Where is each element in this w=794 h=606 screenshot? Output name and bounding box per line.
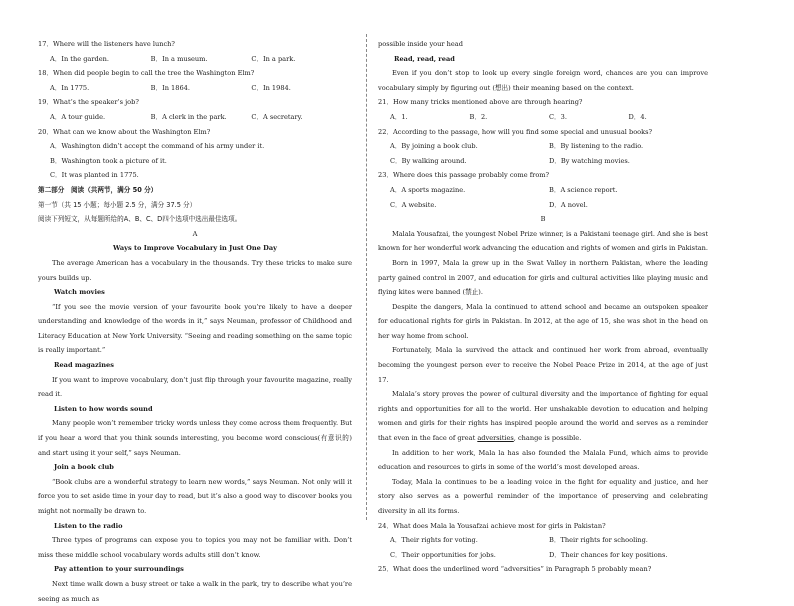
question-18: 18．When did people begin to call the tree the Washington Elm?	[38, 69, 255, 78]
option[interactable]: A．Washington didn’t accept the command of his army under it.	[50, 142, 265, 151]
subheading: Pay attention to your surroundings	[54, 565, 184, 574]
question-19: 19．What’s the speaker’s job?	[38, 98, 139, 107]
option[interactable]: B．By listening to the radio.	[549, 142, 644, 151]
subheading: Listen to how words sound	[54, 404, 153, 413]
paragraph: Fortunately, Mala la survived the attack and continued her work from abroad, eventually becoming the youngest person ever to receive the Nobel Peace Prize in 2014, at the age of just 17.	[378, 346, 708, 384]
option[interactable]: B．2.	[469, 112, 488, 121]
option[interactable]: C．In a park.	[251, 54, 296, 63]
question-24-options	[378, 548, 708, 563]
option[interactable]: C．A website.	[390, 200, 437, 209]
underlined-word: adversities	[477, 434, 514, 443]
paragraph: Despite the dangers, Mala la continued to attend school and became an outspoken speaker for educational rights for girls in Pakistan. In 2012, at the age of 15, she was shot in the head on her way home from school.	[378, 302, 708, 340]
question-24: 24．What does Mala la Yousafzai achieve most for girls in Pakistan?	[378, 521, 606, 530]
subheading: Read, read, read	[394, 54, 455, 63]
question-17: 17．Where will the listeners have lunch?	[38, 40, 175, 48]
paragraph: Many people won’t remember tricky words unless they come across them frequently. But if you hear a word that you think sounds interesting, you become word conscious(有意识的) and start using it your self,” says Neuman.	[38, 419, 352, 457]
option[interactable]: D．4.	[628, 112, 647, 121]
question-21-options	[378, 110, 708, 125]
option[interactable]: D．By watching movies.	[549, 156, 630, 165]
paragraph	[378, 387, 708, 445]
passage-title: Ways to Improve Vocabulary in Just One Day	[113, 244, 277, 253]
option[interactable]: B．Their rights for schooling.	[549, 536, 648, 545]
paragraph: Today, Mala la continues to be a leading voice in the fight for equality and justice, and her story also serves as a powerful reminder of the importance of preserving and celebrating diversity in all its forms.	[378, 477, 708, 515]
option[interactable]: A．A sports magazine.	[390, 185, 466, 194]
paragraph: Three types of programs can expose you to topics you may not be familiar with. Don’t miss these middle school vocabulary words adults still don’t know.	[38, 536, 352, 559]
subheading: Join a book club	[54, 463, 114, 472]
option[interactable]: D．Their chances for key positions.	[549, 550, 668, 559]
paragraph: The average American has a vocabulary in the thousands. Try these tricks to make sure yours builds up.	[38, 258, 352, 282]
paragraph: If you want to improve vocabulary, don’t just flip through your favourite magazine, really read it.	[38, 375, 352, 399]
option[interactable]: C．In 1984.	[251, 83, 291, 92]
option[interactable]: C．A secretary.	[251, 112, 303, 121]
question-17-options	[38, 52, 352, 67]
question-23-options	[378, 183, 708, 198]
paragraph: Even if you don’t stop to look up every single foreign word, chances are you can improve vocabulary simply by figuring out (想出) their meaning based on the context.	[378, 69, 708, 92]
option[interactable]: A．Their rights for voting.	[390, 536, 478, 545]
option[interactable]: C．It was planted in 1775.	[50, 171, 139, 180]
option[interactable]: D．A novel.	[549, 200, 588, 209]
column-divider	[366, 34, 367, 520]
section-subheading: 第一节（共 15 小题；每小题 2.5 分，满分 37.5 分）	[38, 200, 197, 209]
option[interactable]: C．3.	[549, 112, 567, 121]
subheading: Listen to the radio	[54, 521, 123, 530]
paragraph: “If you see the movie version of your favourite book you’re likely to have a deeper understanding and knowledge of the words in it,” says Neuman, professor of Childhood and Literacy Education at New York University. “Seeing and reading something on the same topic is really important.”	[38, 302, 352, 355]
question-22-options	[378, 154, 708, 169]
paragraph: Born in 1997, Mala la grew up in the Swat Valley in northern Pakistan, where the leading party gained control in 2007, and education for girls and cultural activities like playing music and flying kites were banned (禁止).	[378, 258, 708, 297]
subheading: Read magazines	[54, 361, 114, 370]
option[interactable]: B．In 1864.	[150, 83, 190, 92]
question-19-options	[38, 110, 352, 125]
paragraph: In addition to her work, Mala la has also founded the Malala Fund, which aims to provide education and resources to girls in some of the world’s most developed areas.	[378, 448, 708, 472]
question-25: 25．What does the underlined word “adversities” in Paragraph 5 probably mean?	[378, 565, 652, 574]
option[interactable]: A．By joining a book club.	[390, 142, 478, 151]
question-22-options	[378, 139, 708, 154]
paragraph: “Book clubs are a wonderful strategy to learn new words,” says Neuman. Not only will it force you to set aside time in your day to read, but it’s also a good way to discover books you might not normally be drawn to.	[38, 477, 352, 515]
question-20: 20．What can we know about the Washington Elm?	[38, 127, 211, 136]
passage-label: A	[192, 229, 198, 238]
option[interactable]: B．In a museum.	[150, 54, 208, 63]
option[interactable]: B．A science report.	[549, 185, 618, 194]
paragraph: possible inside your head	[378, 40, 463, 48]
passage-label: B	[540, 215, 546, 224]
question-23-options	[378, 198, 708, 213]
paragraph: Next time walk down a busy street or take a walk in the park, try to describe what you’re seeing as much as	[38, 579, 352, 603]
paragraph-text: Malala’s story proves the power of cultural diversity and the importance of fighting for equal rights and opportunities for all to the world. Her unshakable devotion to education and helping women and girls for their rights has inspired people around the world and serves as a reminder that even in the face of great	[378, 390, 708, 443]
left-column	[38, 37, 352, 606]
question-21: 21．How many tricks mentioned above are through hearing?	[378, 98, 583, 107]
question-24-options	[378, 533, 708, 548]
paragraph: Malala Yousafzai, the youngest Nobel Prize winner, is a Pakistani teenage girl. And she is best known for her wonderful work advancing the education and rights of women and girls in Pakistan.	[378, 229, 708, 253]
option[interactable]: B．Washington took a picture of it.	[50, 156, 167, 165]
option[interactable]: B．A clerk in the park.	[150, 112, 227, 121]
option[interactable]: A．In the garden.	[50, 54, 109, 63]
question-22: 22．According to the passage, how will you find some special and unusual books?	[378, 127, 653, 136]
paragraph-text: , change is possible.	[513, 434, 582, 443]
option[interactable]: C．By walking around.	[390, 156, 467, 165]
option[interactable]: C．Their opportunities for jobs.	[390, 550, 496, 559]
option[interactable]: A．1.	[390, 112, 408, 121]
option[interactable]: A．A tour guide.	[50, 112, 106, 121]
section-heading: 第二部分 阅读（共两节，满分 50 分）	[38, 185, 158, 194]
option[interactable]: A．In 1775.	[50, 83, 90, 92]
subheading: Watch movies	[54, 288, 105, 297]
right-column	[378, 37, 708, 577]
instruction: 阅读下列短文，从每题所给的A、B、C、D四个选项中选出最佳选项。	[38, 215, 242, 224]
question-18-options	[38, 81, 352, 96]
question-23: 23．Where does this passage probably come from?	[378, 171, 550, 180]
